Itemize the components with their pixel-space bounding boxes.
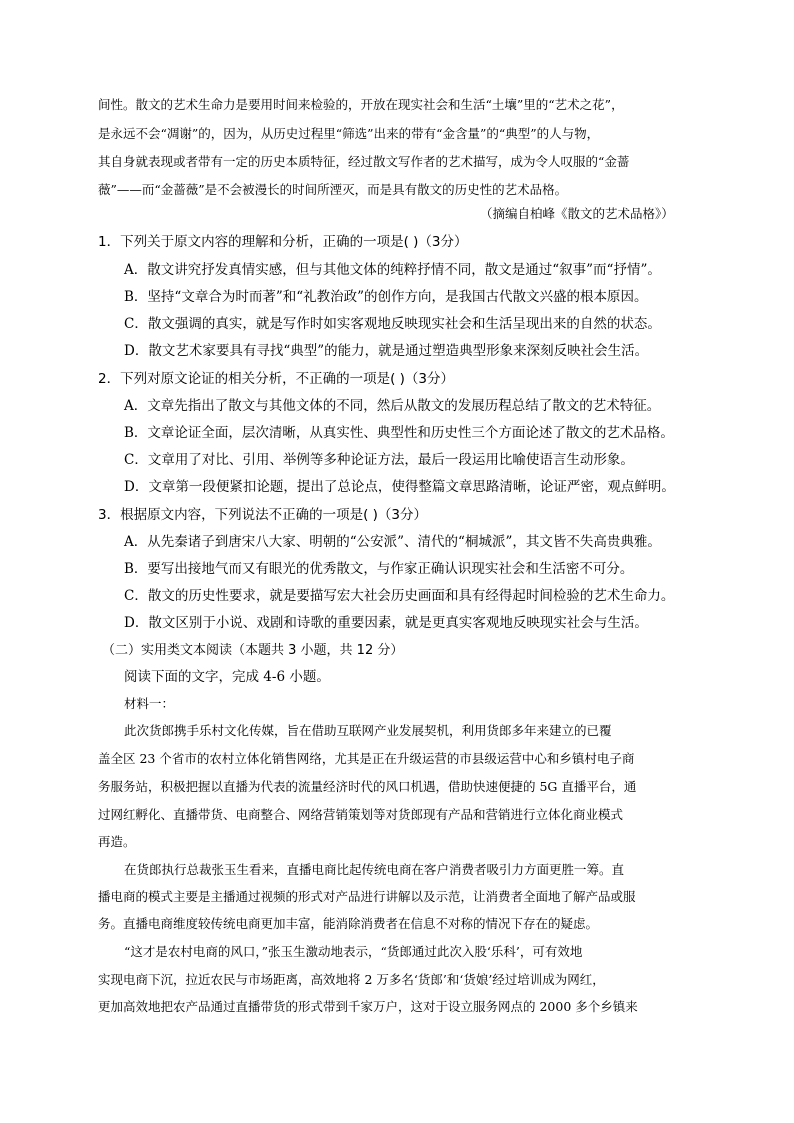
question-3-option-d: D．散文区别于小说、戏剧和诗歌的重要因素，就是更真实客观地反映现实社会与生活。 [124, 615, 648, 631]
question-2-stem: 2．下列对原文论证的相关分析，不正确的一项是( )（3分） [98, 371, 455, 387]
essay-source: （摘编自柏峰《散文的艺术品格》） [480, 206, 674, 221]
question-3-option-c: C．散文的历史性要求，就是要描写宏大社会历史画面和具有经得起时间检验的艺术生命力。 [124, 588, 675, 604]
material-line: 过网红孵化、直播带货、电商整合、网络营销策划等对货郎现有产品和营销进行立体化商业模式 [98, 807, 624, 822]
question-1-option-b: B．坚持“文章合为时而著”和“礼教治政”的创作方向，是我国古代散文兴盛的根本原因。 [124, 289, 648, 305]
essay-line: 间性。散文的艺术生命力是要用时间来检验的，开放在现实社会和生活“土壤”里的“艺术之花”， [98, 97, 624, 112]
question-1-option-d: D．散文艺术家要具有寻找“典型”的能力，就是通过塑造典型形象来深刻反映社会生活。 [124, 343, 649, 359]
material-line: 务服务站，积极把握以直播为代表的流量经济时代的风口机遇，借助快速便捷的 5G 直播平台，通 [98, 779, 637, 794]
material-line: “这才是农村电商的风口，”张玉生激动地表示，“货郎通过此次入股‘乐科’，可有效地 [124, 944, 583, 959]
question-2-option-b: B．文章论证全面，层次清晰，从真实性、典型性和历史性三个方面论述了散文的艺术品格。 [124, 425, 674, 441]
material-label: 材料一： [124, 696, 175, 711]
question-2-option-c: C．文章用了对比、引用、举例等多种论证方法，最后一段运用比喻使语言生动形象。 [124, 452, 634, 468]
essay-line: 其自身就表现或者带有一定的历史本质特征，经过散文写作者的艺术描写，成为令人叹服的“金蔷 [98, 154, 630, 169]
material-line: 更加高效地把农产品通过直播带货的形式带到千家万户，这对于设立服务网点的 2000 多个乡镇来 [98, 999, 638, 1014]
question-1-option-a: A．散文讲究抒发真情实感，但与其他文体的纯粹抒情不同，散文是通过“叙事”而“抒情”。 [124, 262, 661, 278]
section-heading: （二）实用类文本阅读（本题共 3 小题，共 12 分） [102, 643, 404, 658]
essay-line: 是永远不会“凋谢”的，因为，从历史过程里“筛选”出来的带有“金含量”的“典型”的人与物， [98, 126, 600, 141]
section-instruction: 阅读下面的文字，完成 4-6 小题。 [124, 669, 330, 685]
material-line: 再造。 [98, 834, 136, 849]
question-3-option-a: A．从先秦诸子到唐宋八大家、明朝的“公安派”、清代的“桐城派”，其文皆不失高贵典雅。 [124, 534, 661, 550]
question-2-option-d: D．文章第一段便紧扣论题，提出了总论点，使得整篇文章思路清晰，论证严密，观点鲜明。 [124, 479, 675, 495]
material-line: 务。直播电商维度较传统电商更加丰富，能消除消费者在信息不对称的情况下存在的疑虑。 [98, 916, 599, 931]
material-line: 在货郎执行总裁张玉生看来，直播电商比起传统电商在客户消费者吸引力方面更胜一筹。直 [124, 862, 625, 877]
material-line: 实现电商下沉，拉近农民与市场距离，高效地将 2 万多名‘货郎’和‘货娘’经过培训成为网红， [98, 972, 605, 987]
question-2-option-a: A．文章先指出了散文与其他文体的不同，然后从散文的发展历程总结了散文的艺术特征。 [124, 398, 661, 414]
question-3-option-b: B．要写出接地气而又有眼光的优秀散文，与作家正确认识现实社会和生活密不可分。 [124, 561, 634, 577]
material-line: 播电商的模式主要是主播通过视频的形式对产品进行讲解以及示范，让消费者全面地了解产品或服 [98, 889, 636, 904]
material-line: 盖全区 23 个省市的农村立体化销售网络，尤其是正在升级运营的市县级运营中心和乡镇村电子商 [98, 751, 635, 766]
material-line: 此次货郎携手乐村文化传媒，旨在借助互联网产业发展契机，利用货郎多年来建立的已覆 [124, 723, 612, 738]
question-1-option-c: C．散文强调的真实，就是写作时如实客观地反映现实社会和生活呈现出来的自然的状态。 [124, 316, 661, 332]
question-3-stem: 3．根据原文内容，下列说法不正确的一项是( )（3分） [98, 507, 428, 523]
question-1-stem: 1．下列关于原文内容的理解和分析，正确的一项是( )（3分） [98, 234, 468, 250]
essay-line: 薇”——而“金蔷薇”是不会被漫长的时间所湮灭，而是具有散文的历史性的艺术品格。 [98, 182, 568, 197]
